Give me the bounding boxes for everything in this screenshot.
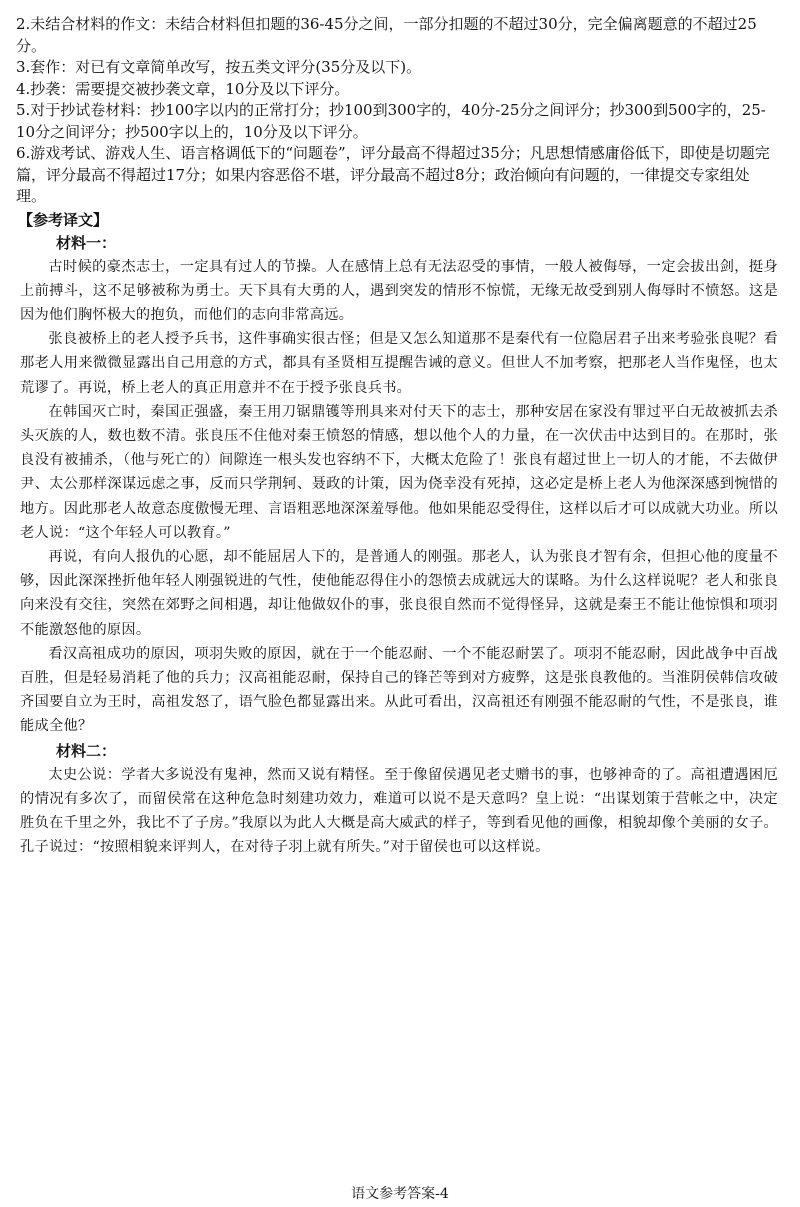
material1-paragraph: 看汉高祖成功的原因，项羽失败的原因，就在于一个能忍耐、一个不能忍耐罢了。项羽不能忍耐，因此战争中百战百胜，但是轻易消耗了他的兵力；汉高祖能忍耐，保持自己的锋芒等到对方疲弊，这是张良教他的。当淮阴侯韩信攻破齐国要自立为王时，高祖发怒了，语气脸色都显露出来。从此可看出，汉高祖还有刚强不能忍耐的气性，不是张良，谁能成全他？ (20, 645, 778, 735)
scoring-rule-4: 4.抄袭：需要提交被抄袭文章，10分及以下评分。 (16, 79, 350, 98)
scoring-rule-6: 6.游戏考试、游戏人生、语言格调低下的“问题卷”，评分最高不得超过35分；凡思想情感庸俗低下，即使是切题完篇，评分最高不得超过17分；如果内容恶俗不堪，评分最高不超过8分；政治倾向有问题的，一律提交专家组处理。 (16, 144, 770, 205)
material1-paragraph: 再说，有向人报仇的心愿，却不能屈居人下的，是普通人的刚强。那老人，认为张良才智有余，但担心他的度量不够，因此深深挫折他年轻人刚强锐进的气性，使他能忍得住小的怨愤去成就远大的谋略。为什么这样说呢？老人和张良向来没有交往，突然在郊野之间相遇，却让他做奴仆的事，张良很自然而不觉得怪异，这就是秦王不能让他惊惧和项羽不能激怒他的原因。 (20, 548, 778, 638)
scoring-rule-3: 3.套作：对已有文章简单改写，按五类文评分(35分及以下)。 (16, 58, 422, 76)
page-footer: 语文参考答案-4 (351, 1186, 449, 1202)
translation-heading: 【参考译文】 (18, 210, 109, 229)
material1-paragraph: 在韩国灭亡时，秦国正强盛，秦王用刀锯鼎镬等刑具来对付天下的志士，那种安居在家没有罪过平白无故被抓去杀头灭族的人，数也数不清。张良压不住他对秦王愤怒的情感，想以他个人的力量，在一次伏击中达到目的。在那时，张良没有被捕杀，（他与死亡的）间隙连一根头发也容纳不下，大概太危险了！张良有超过世上一切人的才能，不去做伊尹、太公那样深谋远虑之事，反而只学荆轲、聂政的计策，因为侥幸没有死掉，这必定是桥上老人为他深深感到惋惜的地方。因此那老人故意态度傲慢无理、言语粗恶地深深羞辱他。他如果能忍受得住，这样以后才可以成就大功业。所以老人说：“这个年轻人可以教育。” (20, 403, 778, 541)
scoring-rule-5: 5.对于抄试卷材料：抄100字以内的正常打分；抄100到300字的，40分-25分之间评分；抄300到500字的，25-10分之间评分；抄500字以上的，10分及以下评分。 (16, 101, 766, 141)
scoring-rule-2: 2.未结合材料的作文：未结合材料但扣题的36-45分之间，一部分扣题的不超过30分，完全偏离题意的不超过25分。 (16, 15, 757, 55)
material1-label: 材料一： (56, 233, 117, 252)
material1-paragraph: 古时候的豪杰志士，一定具有过人的节操。人在感情上总有无法忍受的事情，一般人被侮辱，一定会拔出剑，挺身上前搏斗，这不足够被称为勇士。天下具有大勇的人，遇到突发的情形不惊慌，无缘无故受到别人侮辱时不愤怒。这是因为他们胸怀极大的抱负，而他们的志向非常高远。 (20, 258, 778, 323)
material2-paragraph: 太史公说：学者大多说没有鬼神，然而又说有精怪。至于像留侯遇见老丈赠书的事，也够神奇的了。高祖遭遇困厄的情况有多次了，而留侯常在这种危急时刻建功效力，难道可以说不是天意吗？皇上说：“出谋划策于营帐之中，决定胜负在千里之外，我比不了子房。”我原以为此人大概是高大威武的样子，等到看见他的画像，相貌却像个美丽的女子。孔子说过：“按照相貌来评判人，在对待子羽上就有所失。”对于留侯也可以这样说。 (20, 766, 778, 856)
material2-label: 材料二： (56, 741, 117, 760)
material1-paragraph: 张良被桥上的老人授予兵书，这件事确实很古怪；但是又怎么知道那不是秦代有一位隐居君子出来考验张良呢？看那老人用来微微显露出自己用意的方式，都具有圣贤相互提醒告诫的意义。但世人不加考察，把那老人当作鬼怪，也太荒谬了。再说，桥上老人的真正用意并不在于授予张良兵书。 (20, 331, 778, 396)
